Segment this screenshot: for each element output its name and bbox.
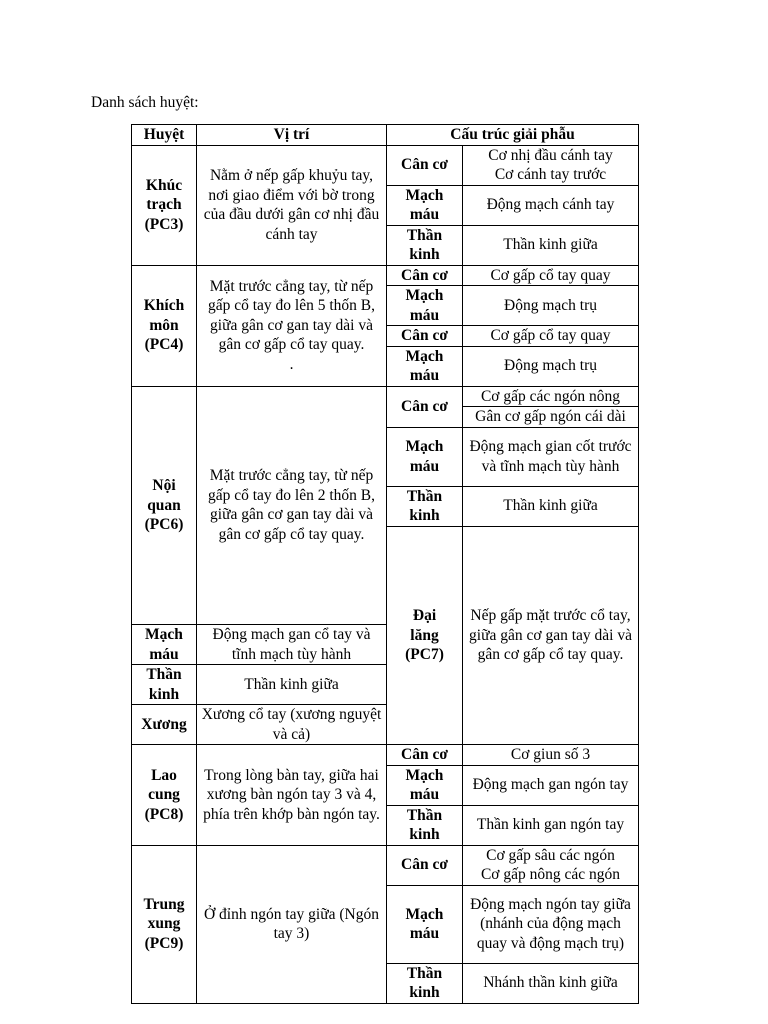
header-cautruc: Cấu trúc giải phẫu: [387, 125, 639, 146]
structure-value: Động mạch cánh tay: [463, 185, 639, 225]
structure-value: Thần kinh gan ngón tay: [463, 805, 639, 845]
structure-label: Thần kinh: [387, 805, 463, 845]
structure-label: Mạch máu: [387, 346, 463, 386]
structure-label: Cân cơ: [387, 386, 463, 427]
structure-value: Thần kinh giữa: [197, 665, 387, 705]
table-row: [132, 845, 639, 885]
acupoint-location: Mặt trước cẳng tay, từ nếp gấp cổ tay đo lên 2 thốn B, giữa gân cơ gan tay dài và gân cơ gấp cổ tay quay.: [197, 386, 387, 625]
acupoint-name: Nội quan (PC6): [132, 386, 197, 625]
structure-label: Cân cơ: [387, 265, 463, 286]
structure-value: Thần kinh giữa: [463, 225, 639, 265]
acupoint-name: Lao cung (PC8): [132, 745, 197, 846]
structure-label: Thần kinh: [387, 963, 463, 1003]
structure-value: Cơ gấp sâu các ngón Cơ gấp nông các ngón: [463, 845, 639, 885]
structure-label: Mạch máu: [387, 286, 463, 326]
structure-label: Cân cơ: [387, 845, 463, 885]
structure-value: Động mạch gian cốt trước và tĩnh mạch tùy hành: [463, 427, 639, 486]
table-row: [132, 745, 639, 766]
structure-label: Cân cơ: [387, 326, 463, 347]
structure-value: Xương cổ tay (xương nguyệt và cả): [197, 705, 387, 745]
structure-label: Thần kinh: [387, 486, 463, 526]
acupoint-location: Nếp gấp mặt trước cổ tay, giữa gân cơ gan tay dài và gân cơ gấp cổ tay quay.: [463, 526, 639, 745]
acupoint-location: Nằm ở nếp gấp khuỷu tay, nơi giao điểm với bờ trong của đầu dưới gân cơ nhị đầu cánh tay: [197, 145, 387, 265]
table-row: [132, 386, 639, 407]
structure-value: Cơ gấp các ngón nông: [463, 386, 639, 407]
table-header-row: [132, 125, 639, 146]
intro-text: Danh sách huyệt:: [91, 94, 199, 111]
structure-value: Động mạch trụ: [463, 286, 639, 326]
structure-label: Mạch máu: [387, 185, 463, 225]
structure-value: Cơ gấp cổ tay quay: [463, 326, 639, 347]
acupoint-location: Trong lòng bàn tay, giữa hai xương bàn ngón tay 3 và 4, phía trên khớp bàn ngón tay.: [197, 745, 387, 846]
structure-value: Động mạch gan cổ tay và tĩnh mạch tùy hành: [197, 625, 387, 665]
structure-label: Mạch máu: [132, 625, 197, 665]
structure-value: Cơ giun số 3: [463, 745, 639, 766]
table-row: [132, 265, 639, 286]
acupoint-location: Mặt trước cẳng tay, từ nếp gấp cổ tay đo lên 5 thốn B, giữa gân cơ gan tay dài và gân cơ gấp cổ tay quay. .: [197, 265, 387, 386]
acupoint-name: Khúc trạch (PC3): [132, 145, 197, 265]
structure-value: Gân cơ gấp ngón cái dài: [463, 407, 639, 428]
structure-value: Động mạch ngón tay giữa (nhánh của động mạch quay và động mạch trụ): [463, 885, 639, 963]
table-row: [132, 145, 639, 185]
structure-label: Mạch máu: [387, 885, 463, 963]
acupoint-name: Trung xung (PC9): [132, 845, 197, 1003]
structure-label: Mạch máu: [387, 427, 463, 486]
structure-label: Thần kinh: [132, 665, 197, 705]
structure-label: Cân cơ: [387, 745, 463, 766]
structure-label: Mạch máu: [387, 765, 463, 805]
structure-value: Cơ nhị đầu cánh tay Cơ cánh tay trước: [463, 145, 639, 185]
acupoint-name: Khích môn (PC4): [132, 265, 197, 386]
acupoint-location: Ở đỉnh ngón tay giữa (Ngón tay 3): [197, 845, 387, 1003]
structure-value: Nhánh thần kinh giữa: [463, 963, 639, 1003]
structure-value: Động mạch trụ: [463, 346, 639, 386]
structure-label: Thần kinh: [387, 225, 463, 265]
structure-label: Xương: [132, 705, 197, 745]
structure-label: Cân cơ: [387, 145, 463, 185]
acupoint-name: Đại lăng (PC7): [387, 526, 463, 745]
header-huyet: Huyệt: [132, 125, 197, 146]
structure-value: Thần kinh giữa: [463, 486, 639, 526]
structure-value: Động mạch gan ngón tay: [463, 765, 639, 805]
structure-value: Cơ gấp cổ tay quay: [463, 265, 639, 286]
header-vitri: Vị trí: [197, 125, 387, 146]
acupoint-table: [131, 124, 639, 1004]
